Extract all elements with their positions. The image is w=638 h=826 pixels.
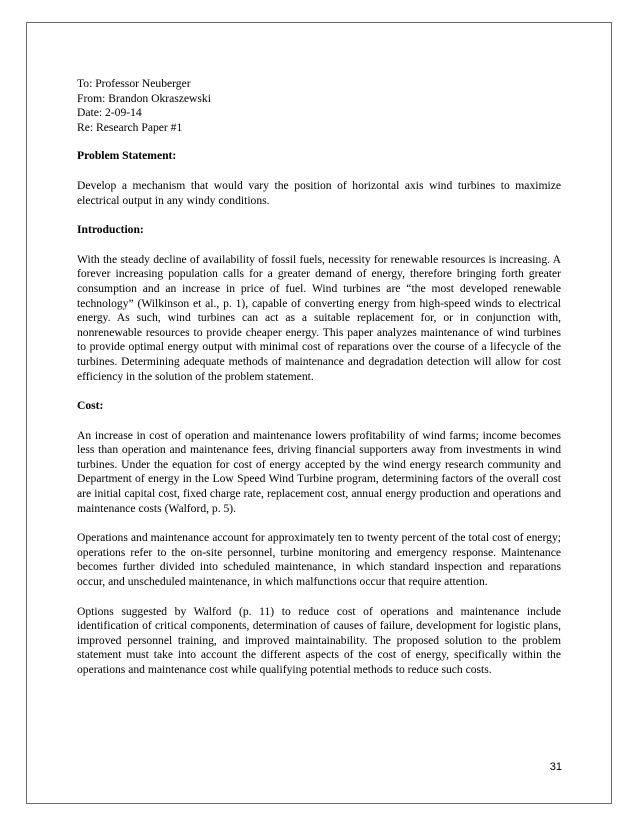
cost-heading: Cost: [77, 399, 104, 413]
memo-subject: Re: Research Paper #1 [77, 120, 183, 134]
cost-paragraph-1: An increase in cost of operation and maintenance lowers profitability of wind farms; income becomes less than operation and maintenance fees, driving financial supporters away from investments in wind turbines. Under the equation for cost of energy accepted by the wind energy research community and Department of energy in the Low Speed Wind Turbine program, determining factors of the overall cost are initial capital cost, fixed charge rate, replacement cost, annual energy production and operations and maintenance costs (Walford, p. 5). [77, 428, 561, 515]
document-body [77, 77, 561, 678]
page-number: 31 [549, 761, 562, 773]
memo-from: From: Brandon Okraszewski [77, 91, 211, 105]
memo-date: Date: 2-09-14 [77, 106, 142, 120]
problem-statement-heading: Problem Statement: [77, 149, 177, 163]
cost-paragraph-2: Operations and maintenance account for approximately ten to twenty percent of the total cost of energy; operations refer to the on-site personnel, turbine monitoring and emergency response. Maintenance becomes further divided into scheduled maintenance, in which standard inspection and reparations occur, and unscheduled maintenance, in which malfunctions occur that require attention. [77, 531, 561, 589]
cost-paragraph-3: Options suggested by Walford (p. 11) to reduce cost of operations and maintenance include identification of critical components, determination of causes of failure, development for logistic plans, improved personnel training, and improved maintainability. The proposed solution to the problem statement must take into account the different aspects of the cost of energy, specifically within the operations and maintenance cost while qualifying potential methods to reduce such costs. [77, 604, 561, 676]
introduction-paragraph: With the steady decline of availability of fossil fuels, necessity for renewable resources is increasing. A forever increasing population calls for a greater demand of energy, therefore bringing forth greater consumption and an increase in price of fuel. Wind turbines are “the most developed renewable technology” (Wilkinson et al., p. 1), capable of converting energy from high-speed winds to electrical energy. As such, wind turbines can act as a suitable replacement for, or in conjunction with, nonrenewable resources to provide cheaper energy. This paper analyzes maintenance of wind turbines to provide optimal energy output with minimal cost of reparations over the course of a lifecycle of the turbines. Determining adequate methods of maintenance and degradation detection will allow for cost efficiency in the solution of the problem statement. [77, 252, 561, 383]
memo-header [77, 77, 561, 135]
introduction-heading: Introduction: [77, 223, 144, 237]
memo-to: To: Professor Neuberger [77, 77, 191, 90]
problem-statement-paragraph: Develop a mechanism that would vary the position of horizontal axis wind turbines to maximize electrical output in any windy conditions. [77, 178, 561, 207]
